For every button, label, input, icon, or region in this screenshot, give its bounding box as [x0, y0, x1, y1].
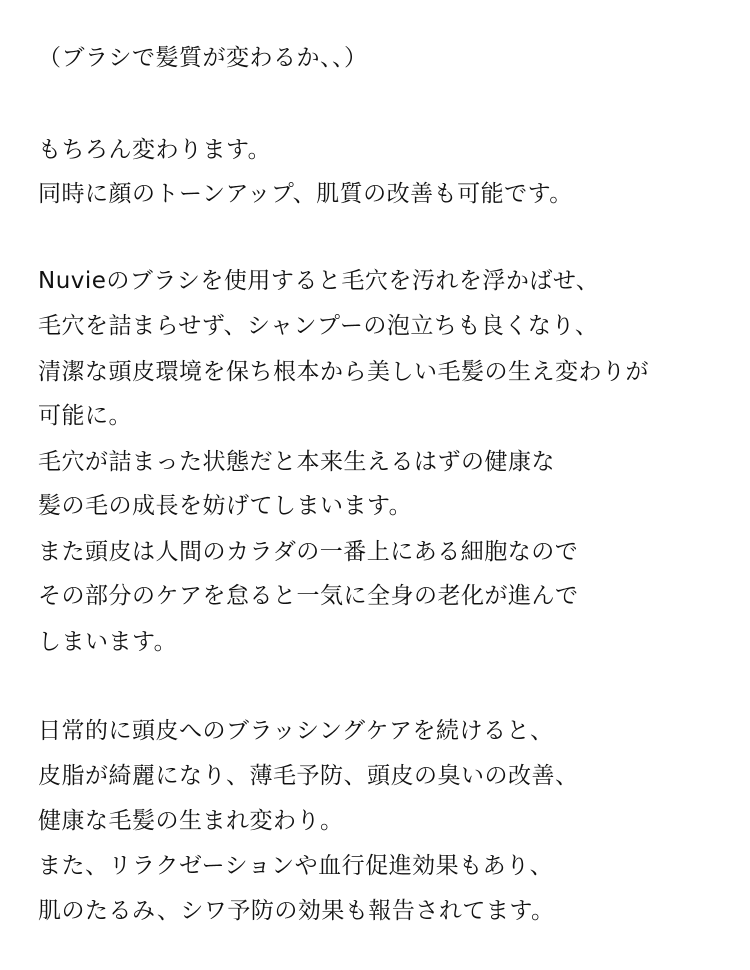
text-line: Nuvieのブラシを使用すると毛穴を汚れを浮かばせ、 [38, 268, 600, 294]
text-line: その部分のケアを怠ると一気に全身の老化が進んで [38, 583, 579, 609]
text-line: また、リラクゼーションや血行促進効果もあり、 [38, 853, 554, 879]
text-line: また頭皮は人間のカラダの一番上にある細胞なので [38, 539, 579, 565]
text-line-heading: （ブラシで髪質が変わるか、、） [38, 45, 368, 71]
text-line: 同時に顔のトーンアップ、肌質の改善も可能です。 [38, 181, 573, 207]
text-line: 毛穴を詰まらせず、シャンプーの泡立ちも良くなり、 [38, 313, 599, 339]
text-line: 肌のたるみ、シワ予防の効果も報告されてます。 [38, 898, 555, 924]
text-line: しまいます。 [38, 629, 178, 655]
text-line: もちろん変わります。 [38, 137, 272, 163]
text-line: 可能に。 [38, 403, 132, 429]
text-line: 日常的に頭皮へのブラッシングケアを続けると、 [38, 718, 554, 744]
text-line: 清潔な頭皮環境を保ち根本から美しい毛髪の生え変わりが [38, 359, 649, 385]
text-line: 皮脂が綺麗になり、薄毛予防、頭皮の臭いの改善、 [38, 763, 579, 789]
text-line: 健康な毛髪の生まれ変わり。 [38, 808, 344, 834]
text-line: 髪の毛の成長を妨げてしまいます。 [38, 493, 413, 519]
text-line: 毛穴が詰まった状態だと本来生えるはずの健康な [38, 449, 555, 475]
